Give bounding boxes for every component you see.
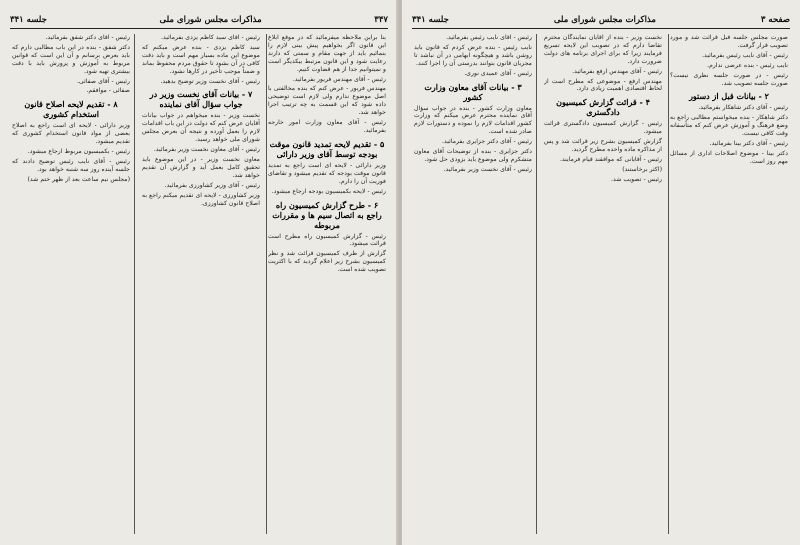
right-page-number: صفحه ۳ [760,15,790,25]
paragraph: دکتر شفق - بنده در این باب مطالبی دارم که باید بعرض برسانم و آن این است که قوانین مربوط به آموزش و پرورش باید با دقت بیشتری تهیه شود. [12,43,130,75]
paragraph: رئیس - آقای دکتر جزایری بفرمائید. [442,138,532,146]
paragraph: رئیس - آقای نایب رئیس بفرمائید. [446,34,532,41]
paragraph: بنا براین ملاحظه میفرمائید که در موقع ابلاغ این قانون اگر بخواهیم پیش بینی لازم را بنمائیم باید از جهت مقام و سمتی که دارند رعایت شود و این قانون مرتبط بیکدیگر است و نمیتوانیم جدا از هم قضاوت کنیم. [268,34,386,73]
paragraph: گزارش کمیسیون بشرح زیر قرائت شد و پس از مذاکره ماده واحده مطرح گردید. [544,138,662,154]
paragraph: معاون وزارت کشور - بنده در جواب سؤال آقای نماینده محترم عرض میکنم که وزارت کشور اقدامات لازم را نموده و دستورات لازم صادر شده است. [414,104,532,136]
paragraph: وزیر کشاورزی - لایحه ای تقدیم میکنم راجع به اصلاح قانون کشاورزی. [142,191,260,207]
paragraph: رئیس - آقای نایب رئیس بفرمائید. [702,51,788,59]
section-heading: ۴ - قرائت گزارش کمیسیون دادگستری [556,97,650,118]
column-rule [536,34,537,534]
paragraph: رئیس - آقای معاون وزارت امور خارجه بفرمائید. [268,119,386,134]
section-heading: ۲ - بیانات قبل از دستور [689,91,769,102]
paragraph: وزیر دارائی - لایحه ای است راجع به تمدید قانون موقت بودجه که تقدیم میشود و تقاضای فوریت آن را دارم. [268,161,386,185]
paragraph: سید کاظم یزدی - بنده عرض میکنم که موضوع این ماده بسیار مهم است و باید دقت کافی در آن بشود تا حقوق مردم محفوظ بماند و ضمناً موجب تأخیر در کارها نشود. [142,43,260,75]
right-page [402,0,800,545]
paragraph: رئیس - آقای دکتر بینا بفرمائید. [709,140,788,148]
paragraph: رئیس - آقای نایب رئیس توضیح دادند که جلسه آینده روز سه شنبه خواهد بود. [12,157,130,173]
section-heading: ۷ - بیانات آقای نخست وزیر در جواب سؤال آقای نماینده [149,89,253,110]
paragraph: رئیس - آقای سید کاظم یزدی بفرمائید. [161,34,260,41]
column-rule [668,34,669,534]
paragraph: دکتر بینا - موضوع اصلاحات اداری از مسائل مهم روز است. [670,149,788,165]
paragraph: رئیس - بکمیسیون مربوط ارجاع میشود. [27,148,130,156]
paragraph: رئیس - گزارش کمیسیون راه مطرح است قرائت میشود. [268,232,386,248]
right-col-3 [414,34,532,536]
paragraph: رئیس - آقای مهندس فریور بفرمائید. [292,75,386,83]
paragraph: دکتر جزایری - بنده از توضیحات آقای معاون متشکرم ولی موضوع باید بزودی حل شود. [414,148,532,163]
paragraph: رئیس - تصویب شد. [611,175,662,183]
paragraph: رئیس - آقایانی که موافقند قیام فرمایند. [559,155,662,163]
paragraph: رئیس - در صورت جلسه نظری نیست؟ صورت جلسه تصویب شد. [670,71,788,87]
left-col-2 [142,34,260,536]
paragraph: معاون نخست وزیر - در این موضوع باید تحقیق کامل بعمل آید و گزارش آن تقدیم خواهد شد. [142,155,260,179]
paragraph: رئیس - آقای صفائی. [77,77,130,85]
paragraph: رئیس - آقای دکتر شفق بفرمائید. [45,34,130,41]
paragraph: (اکثر برخاستند) [622,165,662,173]
paragraph: رئیس - لایحه بکمیسیون بودجه ارجاع میشود. [271,187,386,195]
paragraph: مهندس فریور - عرض کنم که بنده مخالفتی با اصل موضوع ندارم ولی لازم است توضیحی داده شود که این قسمت به چه ترتیب اجرا خواهد شد. [268,85,386,117]
paragraph: نایب رئیس - بنده عرض کردم که قانون باید روشن باشد و هیچگونه ابهامی در آن نباشد تا مجریان قانون بتوانند بدرستی آن را اجرا کنند. [414,43,532,67]
paragraph: رئیس - گزارش کمیسیون دادگستری قرائت میشود. [544,120,662,136]
paragraph: مهندس ارفع - موضوعی که مطرح است از لحاظ اقتصادی اهمیت زیادی دارد. [544,77,662,93]
section-heading: ۳ - بیانات آقای معاون وزارت کشور [424,81,522,102]
right-page-session-label: جلسه ۳۴۱ [412,15,449,25]
paragraph: نخست وزیر - بنده از آقایان نمایندگان محترم تقاضا دارم که در تصویب این لایحه تسریع فرمایند زیرا که برای اجرای برنامه های دولت ضرورت دارد. [544,34,662,65]
paragraph: گزارش از طرف کمیسیون قرائت شد و نظر کمیسیون بشرح زیر اعلام گردید که با اکثریت تصویب شده است. [268,250,386,274]
left-col-3 [12,34,130,536]
paragraph: نایب رئیس - بنده عرضی ندارم. [707,61,788,69]
paragraph: دکتر شاهکار - بنده میخواستم مطالبی راجع به وضع فرهنگ و آموزش عرض کنم که متأسفانه وقت کافی نیست. [670,114,788,138]
section-heading: ۸ - تقدیم لایحه اصلاح قانون استخدام کشوری [24,99,118,120]
left-page [0,0,398,545]
right-col-1 [670,34,788,536]
section-heading: ۶ - طرح گزارش کمیسیون راه راجع به اتصال سیم ها و مقررات مربوطه [272,199,382,230]
paragraph: رئیس - آقای نخست وزیر توضیح بدهید. [160,77,260,85]
column-rule [266,34,267,534]
right-col-2 [544,34,662,536]
paragraph: (مجلس نیم ساعت بعد از ظهر ختم شد) [27,175,130,183]
column-rule [134,34,135,534]
paragraph: صفائی - موافقم. [86,87,130,95]
right-page-title: مذاکرات مجلس شورای ملی [553,15,656,25]
left-col-1 [268,34,386,536]
paragraph: رئیس - آقای عمیدی نوری. [464,69,532,77]
paragraph: وزیر دارائی - لایحه ای است راجع به اصلاح بعضی از مواد قانون استخدام کشوری که تقدیم میشود. [12,122,130,146]
paragraph: صورت مجلس جلسه قبل قرائت شد و مورد تصویب قرار گرفت. [670,34,788,49]
left-page-header [10,12,388,29]
left-page-title: مذاکرات مجلس شورای ملی [159,15,262,25]
left-page-session-label: جلسه ۳۴۱ [10,15,47,25]
paragraph: رئیس - آقای مهندس ارفع بفرمائید. [572,67,662,75]
left-page-number: ۳۴۷ [374,15,388,25]
paragraph: رئیس - آقای معاون نخست وزیر بفرمائید. [153,146,260,154]
paragraph: رئیس - آقای وزیر کشاورزی بفرمائید. [164,181,260,189]
section-heading: ۵ - تقدیم لایحه تمدید قانون موقت بودجه توسط آقای وزیر دارائی [269,138,385,159]
paragraph: نخست وزیر - بنده میخواهم در جواب بیانات آقایان عرض کنم که دولت در این باب اقدامات لازم را بعمل آورده و نتیجه آن بعرض مجلس شورای ملی خواهد رسید. [142,112,260,144]
right-page-header [412,12,790,29]
paragraph: رئیس - آقای دکتر شاهکار بفرمائید. [698,104,788,112]
paragraph: رئیس - آقای نخست وزیر بفرمائید. [443,165,532,173]
